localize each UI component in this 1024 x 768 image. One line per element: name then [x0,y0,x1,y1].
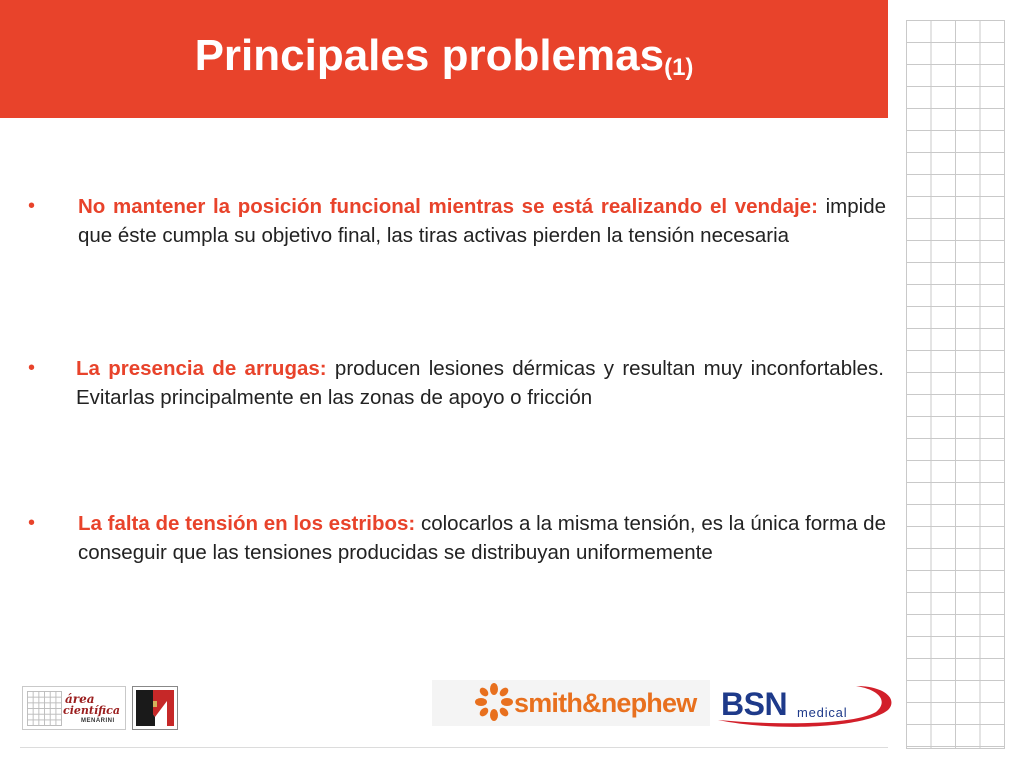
slide-title-text: Principales problemas [194,31,665,80]
bullet-body: producen lesiones dérmicas y resultan muy inconfortables. Evitarlas principalmente en las zonas de apoyo o fricción [76,357,885,409]
bullet-body: impide que éste cumpla su objetivo final, las tiras activas pierden la tensión necesaria [78,195,886,247]
starburst-icon [474,681,514,723]
logo-line-1: área [65,692,95,706]
bullet-body: colocarlos a la misma tensión, es la única forma de conseguir que las tensiones producidas se distribuyan uniformemente [78,512,886,564]
area-cientifica-logo [22,686,126,730]
bullet-text [78,192,886,250]
menarini-m-logo [132,686,178,730]
logo-line-3: MENARINI [81,718,115,724]
bullet-lead: La presencia de arrugas: [76,357,327,380]
bsn-logo-text: BSN [721,686,788,722]
grid-logo-icon [27,691,62,726]
smith-nephew-logo-text: smith&nephew [514,688,697,718]
bullet-lead: La falta de tensión en los estribos: [78,512,416,535]
bullet-text [78,509,886,567]
slide-title-suffix: (1) [664,54,694,81]
bullet-symbol: • [28,195,36,217]
logo-line-2: científica [63,704,120,717]
menarini-m-icon [133,687,177,729]
footer-divider [20,747,888,748]
slide-title [0,0,888,118]
decorative-grid-panel [906,20,1005,749]
bullet-lead: No mantener la posición funcional mientras se está realizando el vendaje: [78,195,818,218]
bullet-symbol: • [28,512,36,534]
bsn-logo-subtext: medical [797,705,848,720]
bullet-symbol: • [28,357,36,379]
bullet-text [76,354,884,412]
